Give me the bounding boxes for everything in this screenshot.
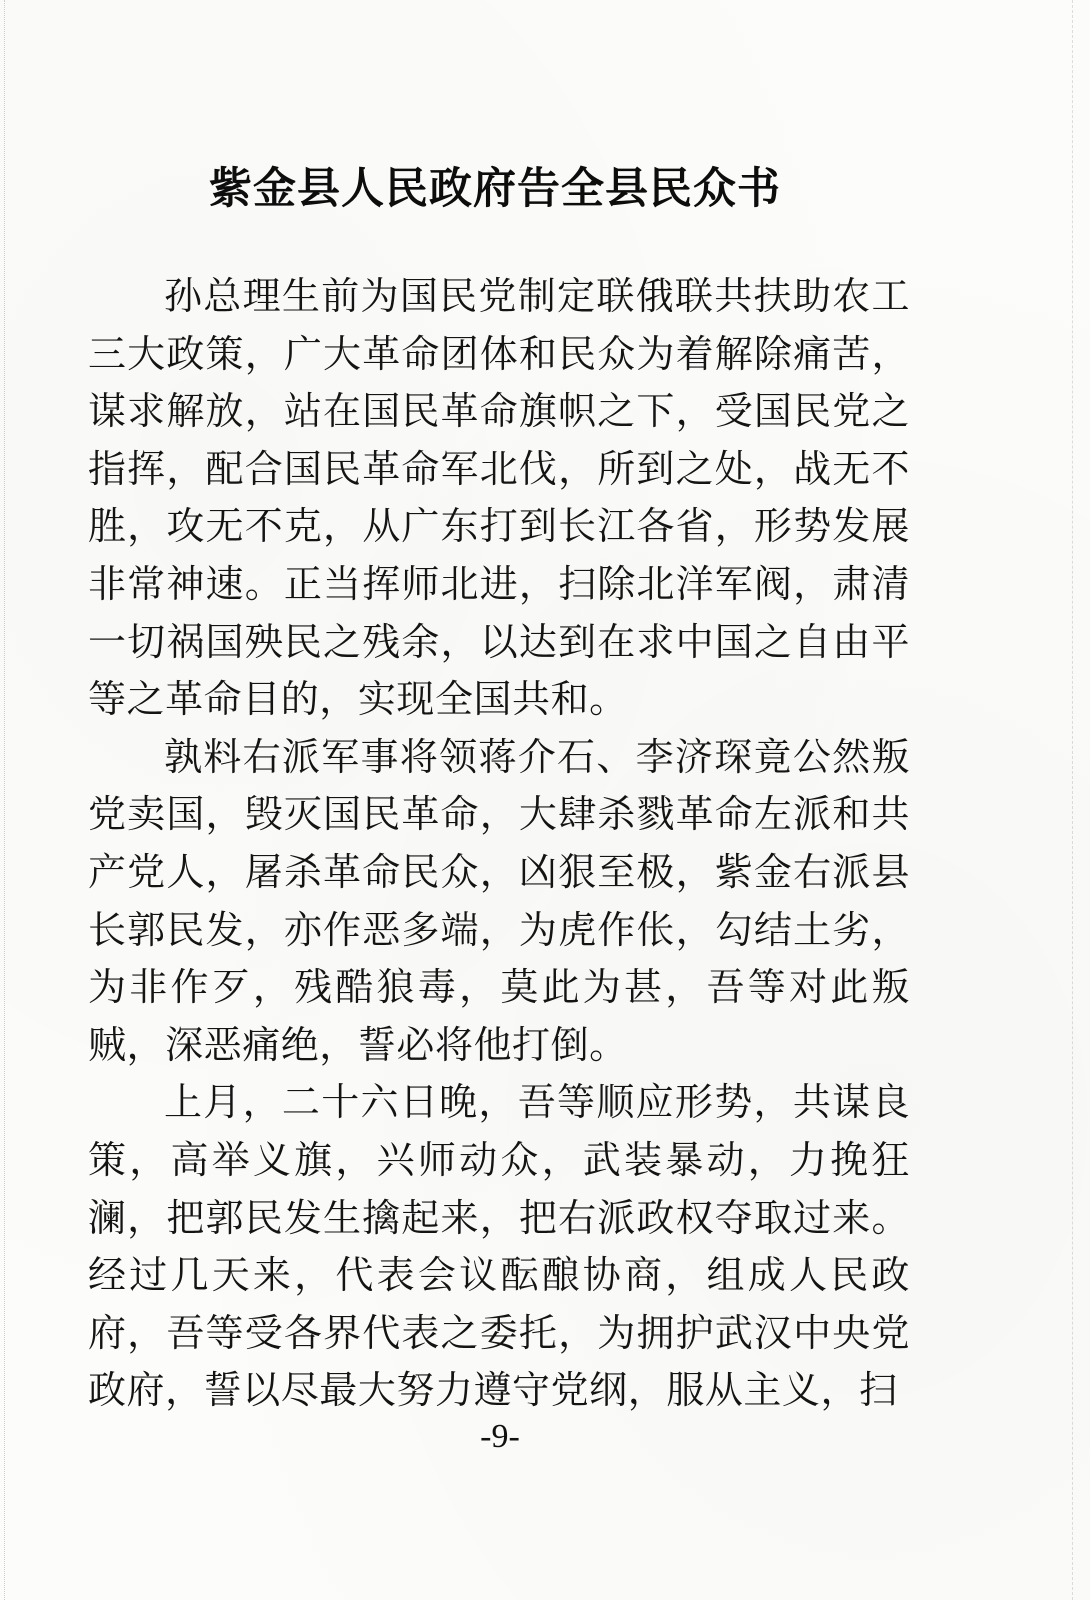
- document-title: 紫金县人民政府告全县民众书: [209, 164, 781, 214]
- scan-edge-right: [1072, 0, 1074, 1600]
- document-body: [88, 268, 910, 1420]
- page-number: -9-: [480, 1418, 520, 1455]
- paragraph-1: 孙总理生前为国民党制定联俄联共扶助农工三大政策，广大革命团体和民众为着解除痛苦，谋求解放，站在国民革命旗帜之下，受国民党之指挥，配合国民革命军北伐，所到之处，战无不胜，攻无不克，从广东打到长江各省，形势发展非常神速。正当挥师北进，扫除北洋军阀，肃清一切祸国殃民之残余，以达到在求中国之自由平等之革命目的，实现全国共和。: [88, 274, 910, 722]
- paragraph-3: 上月，二十六日晚，吾等顺应形势，共谋良策，高举义旗，兴师动众，武装暴动，力挽狂澜，把郭民发生擒起来，把右派政权夺取过来。经过几天来，代表会议酝酿协商，组成人民政府，吾等受各界代表之委托，为拥护武汉中央党政府，誓以尽最大努力遵守党纲，服从主义，扫: [88, 1080, 910, 1413]
- paragraph-2: 孰料右派军事将领蒋介石、李济琛竟公然叛党卖国，毁灭国民革命，大肆杀戮革命左派和共产党人，屠杀革命民众，凶狠至极，紫金右派县长郭民发，亦作恶多端，为虎作伥，勾结土劣，为非作歹，残酷狼毒，莫此为甚，吾等对此叛贼，深恶痛绝，誓必将他打倒。: [88, 734, 910, 1067]
- scan-edge-left: [4, 0, 6, 1600]
